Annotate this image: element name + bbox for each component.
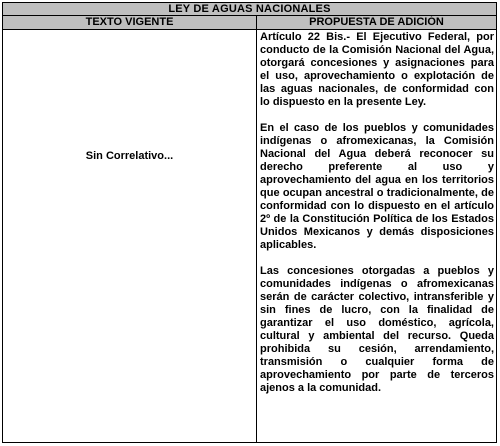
- table-row: [3, 30, 496, 443]
- proposal-cell: [257, 30, 496, 443]
- table-title: LEY DE AGUAS NACIONALES: [3, 3, 496, 16]
- header-row: [3, 16, 496, 30]
- current-text-cell: [3, 30, 257, 443]
- proposal-paragraph-indigenous-rights: En el caso de los pueblos y comunidades indígenas o afromexicanas, la Comisión Nacional del Agua deberá reconocer su derecho preferente al uso y aprovechamiento del agua en los territorios que ocupan ancestral o tradicionalmente, de conformidad con lo dispuesto en el artículo 2º de la Constitución Política de los Estados Unidos Mexicanos y demás disposiciones aplicables.: [260, 122, 494, 251]
- column-header-proposal: PROPUESTA DE ADICIÓN: [309, 16, 444, 28]
- column-header-current-text: TEXTO VIGENTE: [3, 16, 257, 29]
- comparison-table: [2, 2, 497, 443]
- proposal-paragraph-collective-concessions: Las concesiones otorgadas a pueblos y comunidades indígenas o afromexicanas serán de carácter colectivo, intransferible y sin fines de lucro, con la finalidad de garantizar el uso doméstico, agrícola, cultural y ambiental del recurso. Queda prohibida su cesión, arrendamiento, transmisión o cualquier forma de aprovechamiento por parte de terceros ajenos a la comunidad.: [260, 265, 494, 394]
- proposal-paragraph-article: Artículo 22 Bis.- El Ejecutivo Federal, por conducto de la Comisión Nacional del Agua, otorgará concesiones y asignaciones para el uso, aprovechamiento o explotación de las aguas nacionales, de conformidad con lo dispuesto en la presente Ley.: [260, 31, 494, 108]
- current-text-value: Sin Correlativo...: [85, 149, 174, 162]
